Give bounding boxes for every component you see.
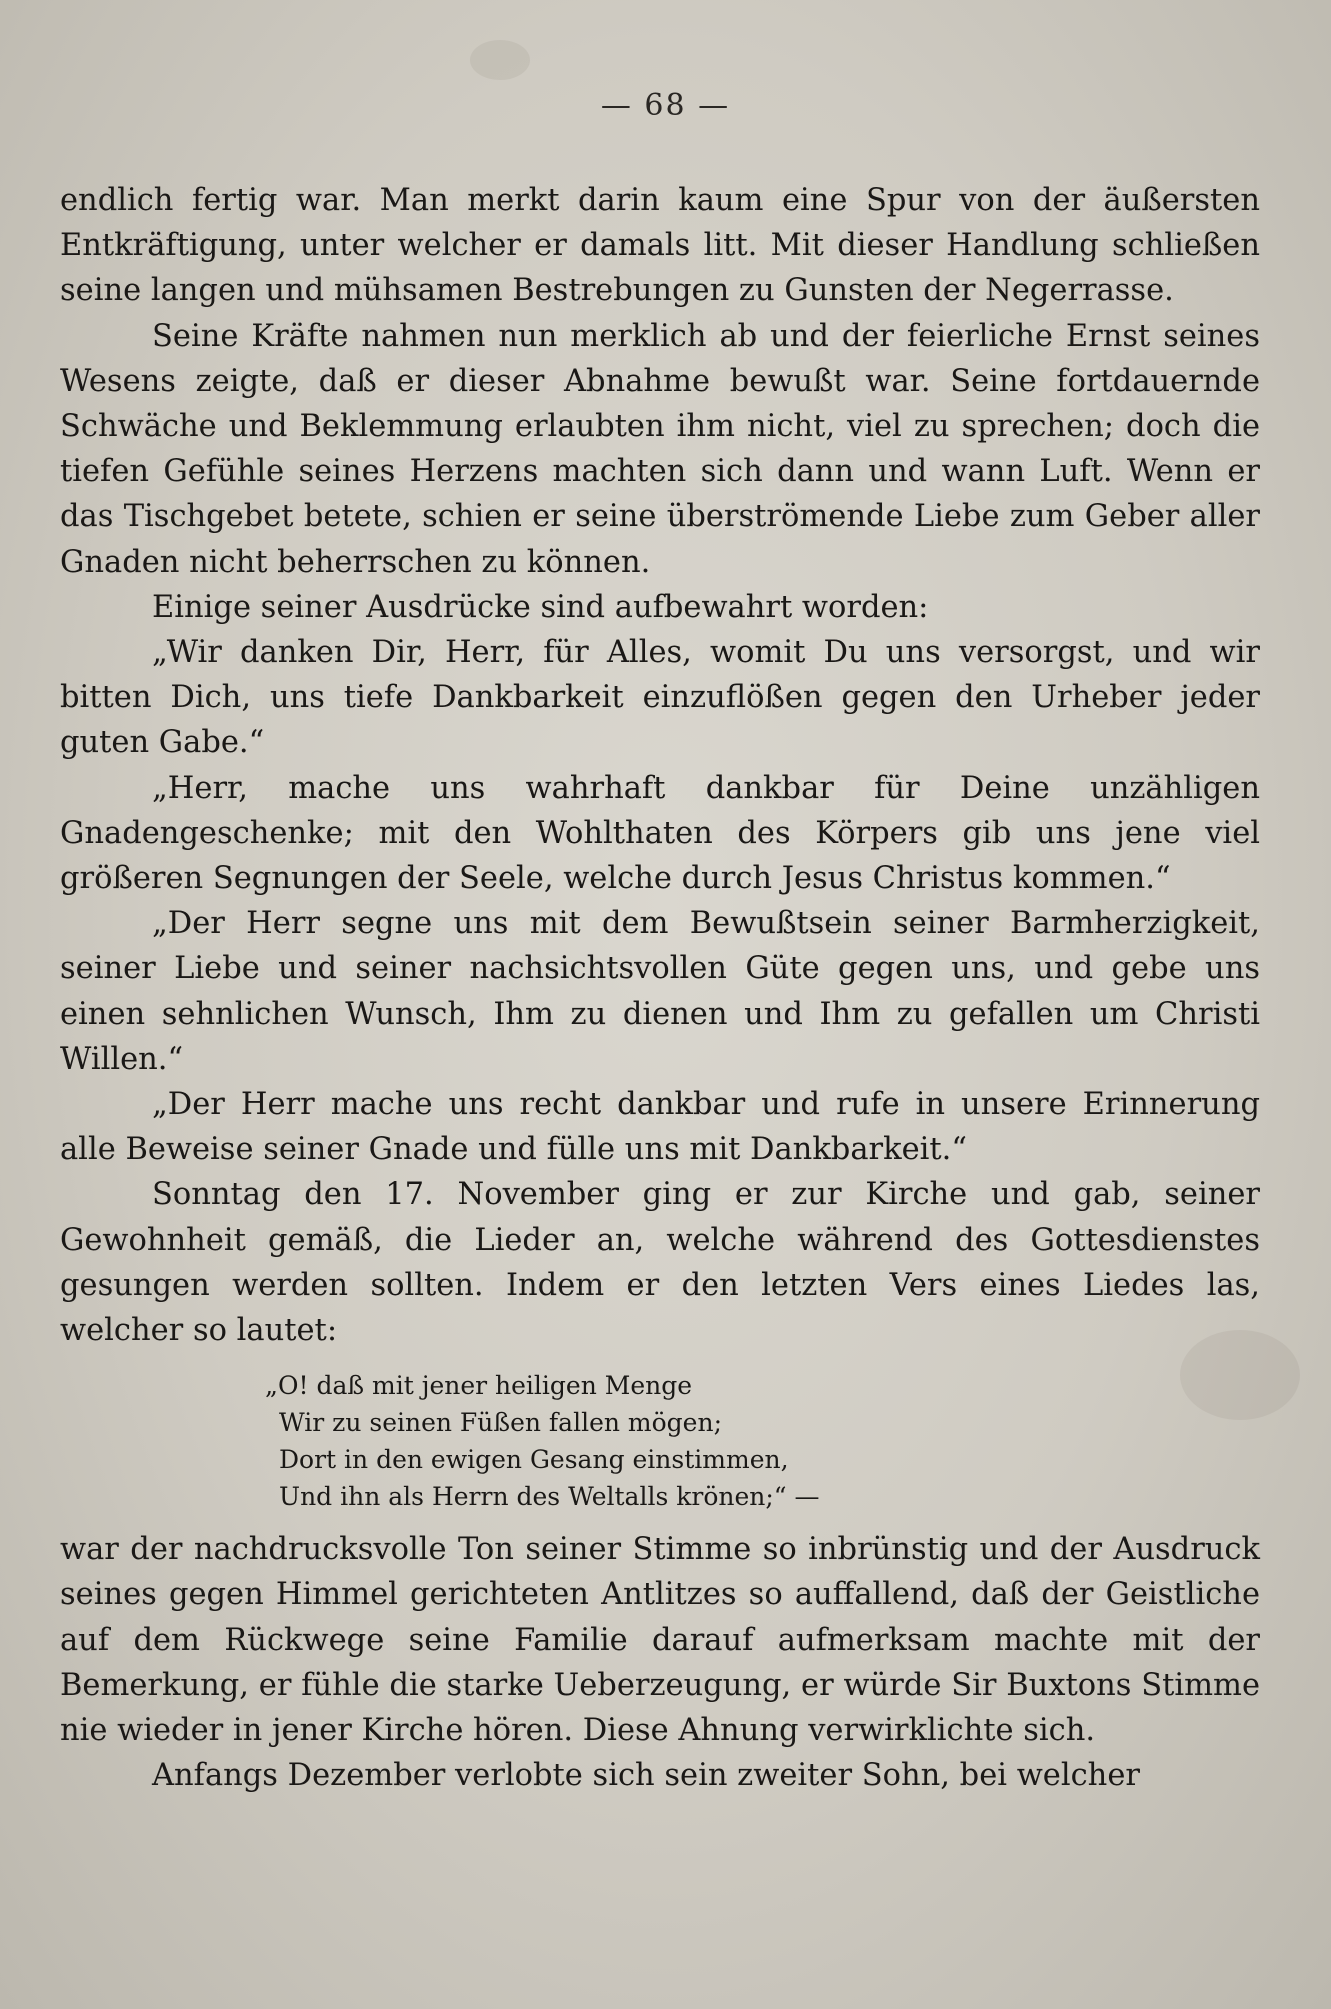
paragraph-sunday-church: Sonntag den 17. November ging er zur Kirche und gab, seiner Gewohnheit gemäß, die Lieder an, welche während des Gottesdienstes gesungen werden sollten. Indem er den letzten Vers eines Liedes las, welcher so lautet: xyxy=(60,1177,1260,1349)
paragraph-december: Anfangs Dezember verlobte sich sein zweiter Sohn, bei welcher xyxy=(152,1758,1140,1794)
page-body xyxy=(60,178,1260,1799)
paragraph-expressions-intro: Einige seiner Ausdrücke sind aufbewahrt worden: xyxy=(152,589,929,625)
verse-line: Dort in den ewigen Gesang einstimmen, xyxy=(279,1445,789,1475)
verse-line: Wir zu seinen Füßen fallen mögen; xyxy=(279,1408,722,1438)
paper-stain xyxy=(470,40,530,80)
paragraph-continuation: endlich fertig war. Man merkt darin kaum eine Spur von der äußersten Entkräftigung, unter welcher er damals litt. Mit dieser Handlung schließen seine langen und mühsamen Bestrebungen zu Gunsten der Negerrasse. xyxy=(60,183,1260,309)
prayer-quote-4: „Der Herr mache uns recht dankbar und rufe in unsere Erinnerung alle Beweise seiner Gnade und fülle uns mit Dankbarkeit.“ xyxy=(60,1087,1260,1168)
verse-line: „O! daß mit jener heiligen Menge xyxy=(265,1371,693,1401)
prayer-quote-3: „Der Herr segne uns mit dem Bewußtsein seiner Barmherzigkeit, seiner Liebe und seiner nachsichtsvollen Güte gegen uns, und gebe uns einen sehnlichen Wunsch, Ihm zu dienen und Ihm zu gefallen um Christi Willen.“ xyxy=(60,906,1260,1077)
verse-line: Und ihn als Herrn des Weltalls krönen;“ — xyxy=(279,1482,820,1512)
paragraph-after-verse: war der nachdrucksvolle Ton seiner Stimme so inbrünstig und der Ausdruck seines gegen Himmel gerichteten Antlitzes so auffallend, daß der Geistliche auf dem Rückwege seine Familie darauf aufmerksam machte mit der Bemerkung, er fühle die starke Ueberzeugung, er würde Sir Buxtons Stimme nie wieder in jener Kirche hören. Diese Ahnung verwirklichte sich. xyxy=(60,1532,1260,1749)
paragraph-strength-decline: Seine Kräfte nahmen nun merklich ab und der feierliche Ernst seines Wesens zeigte, daß er dieser Abnahme bewußt war. Seine fortdauernde Schwäche und Beklemmung erlaubten ihm nicht, viel zu sprechen; doch die tiefen Gefühle seines Herzens machten sich dann und wann Luft. Wenn er das Tischgebet betete, schien er seine überströmende Liebe zum Geber aller Gnaden nicht beherrschen zu können. xyxy=(60,318,1260,580)
page-number: — 68 — xyxy=(600,88,731,123)
hymn-verse xyxy=(60,1367,1260,1515)
prayer-quote-2: „Herr, mache uns wahrhaft dankbar für Deine unzähligen Gnadengeschenke; mit den Wohlthaten des Körpers gib uns jene viel größeren Segnungen der Seele, welche durch Jesus Christus kommen.“ xyxy=(60,770,1260,897)
prayer-quote-1: „Wir danken Dir, Herr, für Alles, womit Du uns versorgst, und wir bitten Dich, uns tiefe Dankbarkeit einzuflößen gegen den Urheber jeder guten Gabe.“ xyxy=(60,635,1260,761)
